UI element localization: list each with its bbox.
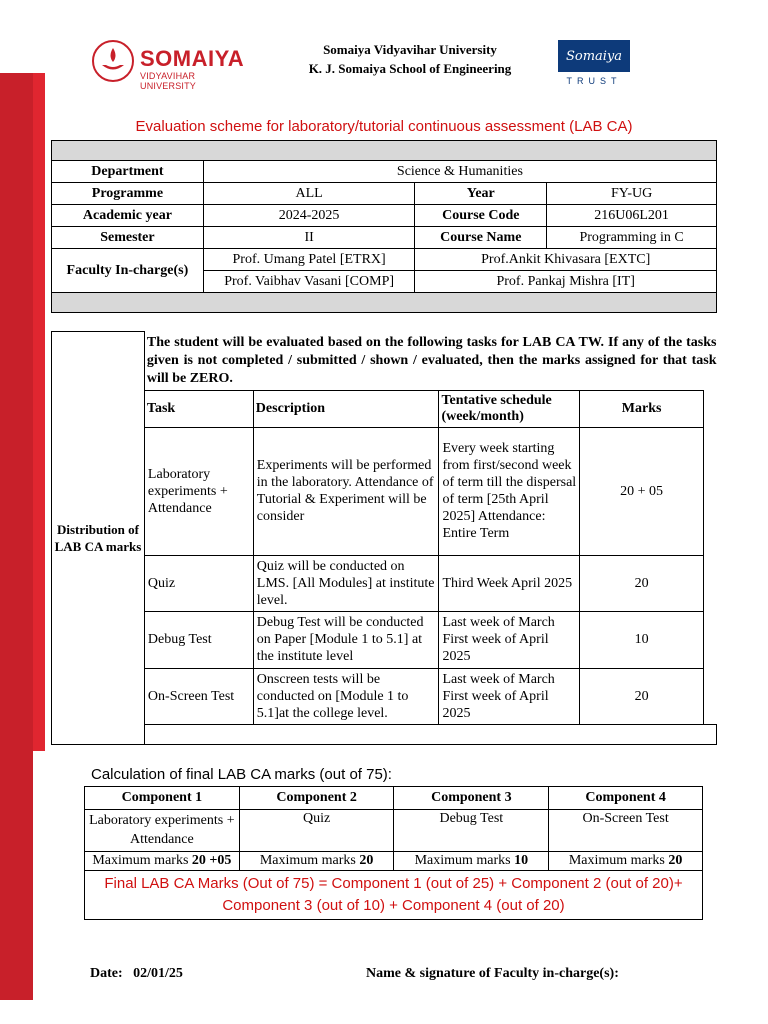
marks-cell: 20 <box>580 555 704 611</box>
left-red-bar <box>0 73 33 1000</box>
semester-value: II <box>203 227 415 249</box>
university-name: Somaiya Vidyavihar University <box>323 42 497 57</box>
table-row <box>85 852 703 871</box>
somaiya-logo <box>90 38 250 91</box>
academic-year-value: 2024-2025 <box>203 205 415 227</box>
max-marks-cell <box>394 852 549 871</box>
table-row <box>52 724 717 744</box>
schedule-cell: Last week of March First week of April 2025 <box>439 668 580 724</box>
schedule-cell: Last week of March First week of April 2025 <box>439 611 580 668</box>
marks-header: Marks <box>580 390 704 427</box>
max-marks-cell <box>239 852 394 871</box>
school-name: K. J. Somaiya School of Engineering <box>308 61 512 76</box>
component-header: Component 3 <box>394 787 549 810</box>
distribution-intro: The student will be evaluated based on the following tasks for LAB CA TW. If any of the tasks given is not completed / submitted / shown / evaluated, then the marks assigned for that task will be ZERO. <box>146 334 717 386</box>
academic-year-label: Academic year <box>52 205 204 227</box>
description-header: Description <box>253 390 439 427</box>
max-marks-cell <box>85 852 240 871</box>
faculty-name: Prof. Pankaj Mishra [IT] <box>415 271 717 293</box>
component-header: Component 2 <box>239 787 394 810</box>
signature-label: Name & signature of Faculty in-charge(s): <box>366 966 619 981</box>
component-name: Quiz <box>239 810 394 852</box>
left-red-bar-accent <box>33 73 45 751</box>
task-header: Task <box>144 390 253 427</box>
grey-row <box>52 141 717 161</box>
course-code-label: Course Code <box>415 205 547 227</box>
logo-name: SOMAIYA <box>140 46 245 71</box>
table-row <box>52 555 717 611</box>
description-cell: Experiments will be performed in the laboratory. Attendance of Tutorial & Experiment will be consider <box>253 427 439 555</box>
table-row <box>52 249 717 271</box>
calculation-table <box>84 786 703 920</box>
component-header: Component 1 <box>85 787 240 810</box>
course-info-table <box>51 140 717 313</box>
table-row <box>52 161 717 183</box>
max-marks-label: Maximum marks <box>414 853 511 868</box>
table-row <box>85 787 703 810</box>
grey-row <box>52 293 717 313</box>
institution-header <box>280 40 540 78</box>
table-row <box>85 871 703 920</box>
max-marks-value: 20 <box>668 853 683 868</box>
lamp-emblem-icon <box>90 38 136 84</box>
table-row <box>52 227 717 249</box>
table-row <box>52 611 717 668</box>
department-label: Department <box>52 161 204 183</box>
distribution-label: Distribution of LAB CA marks <box>52 332 145 745</box>
task-cell: Quiz <box>144 555 253 611</box>
max-marks-label: Maximum marks <box>92 853 189 868</box>
max-marks-cell <box>549 852 703 871</box>
table-row <box>52 668 717 724</box>
table-row <box>52 332 717 391</box>
course-code-value: 216U06L201 <box>547 205 717 227</box>
empty-row <box>144 724 716 744</box>
faculty-name: Prof. Vaibhav Vasani [COMP] <box>203 271 415 293</box>
component-name: Debug Test <box>394 810 549 852</box>
task-cell: On-Screen Test <box>144 668 253 724</box>
programme-label: Programme <box>52 183 204 205</box>
page-title: Evaluation scheme for laboratory/tutorial continuous assessment (LAB CA) <box>135 118 633 135</box>
schedule-cell: Every week starting from first/second week of term till the dispersal of term [25th April 2025] Attendance: Entire Term <box>439 427 580 555</box>
description-cell: Quiz will be conducted on LMS. [All Modules] at institute level. <box>253 555 439 611</box>
course-name-label: Course Name <box>415 227 547 249</box>
final-formula <box>85 871 703 920</box>
description-cell: Debug Test will be conducted on Paper [Module 1 to 5.1] at the institute level <box>253 611 439 668</box>
spacer <box>703 390 716 724</box>
programme-value: ALL <box>203 183 415 205</box>
faculty-name: Prof. Umang Patel [ETRX] <box>203 249 415 271</box>
table-row <box>85 810 703 852</box>
max-marks-value: 20 +05 <box>191 853 232 868</box>
year-value: FY-UG <box>547 183 717 205</box>
logo-subtitle: VIDYAVIHAR UNIVERSITY <box>140 71 197 91</box>
task-cell: Laboratory experiments + Attendance <box>144 427 253 555</box>
schedule-header: Tentative schedule (week/month) <box>439 390 580 427</box>
calculation-heading: Calculation of final LAB CA marks (out of 75): <box>91 766 392 783</box>
date-label: Date: <box>90 966 123 981</box>
somaiya-trust-logo <box>558 40 630 88</box>
faculty-name: Prof.Ankit Khivasara [EXTC] <box>415 249 717 271</box>
task-cell: Debug Test <box>144 611 253 668</box>
year-label: Year <box>415 183 547 205</box>
table-row <box>52 183 717 205</box>
max-marks-value: 20 <box>359 853 374 868</box>
department-value: Science & Humanities <box>203 161 716 183</box>
max-marks-value: 10 <box>514 853 529 868</box>
trust-logo-sub: TRUST <box>566 76 622 86</box>
table-row <box>52 427 717 555</box>
marks-cell: 20 <box>580 668 704 724</box>
trust-logo-name: Somaiya <box>558 40 630 72</box>
final-formula-line: Component 3 (out of 10) + Component 4 (out of 20) <box>222 897 565 914</box>
schedule-cell: Third Week April 2025 <box>439 555 580 611</box>
faculty-label: Faculty In-charge(s) <box>52 249 204 293</box>
distribution-table <box>51 331 717 745</box>
component-name: Laboratory experiments + Attendance <box>85 810 240 852</box>
course-name-value: Programming in C <box>547 227 717 249</box>
date-value: 02/01/25 <box>133 966 183 981</box>
marks-cell: 20 + 05 <box>580 427 704 555</box>
max-marks-label: Maximum marks <box>259 853 356 868</box>
final-formula-line: Final LAB CA Marks (Out of 75) = Component 1 (out of 25) + Component 2 (out of 20)+ <box>104 875 683 892</box>
date-block <box>90 966 183 982</box>
max-marks-label: Maximum marks <box>568 853 665 868</box>
marks-cell: 10 <box>580 611 704 668</box>
semester-label: Semester <box>52 227 204 249</box>
table-row <box>52 390 717 427</box>
component-header: Component 4 <box>549 787 703 810</box>
description-cell: Onscreen tests will be conducted on [Module 1 to 5.1]at the college level. <box>253 668 439 724</box>
table-row <box>52 205 717 227</box>
component-name: On-Screen Test <box>549 810 703 852</box>
